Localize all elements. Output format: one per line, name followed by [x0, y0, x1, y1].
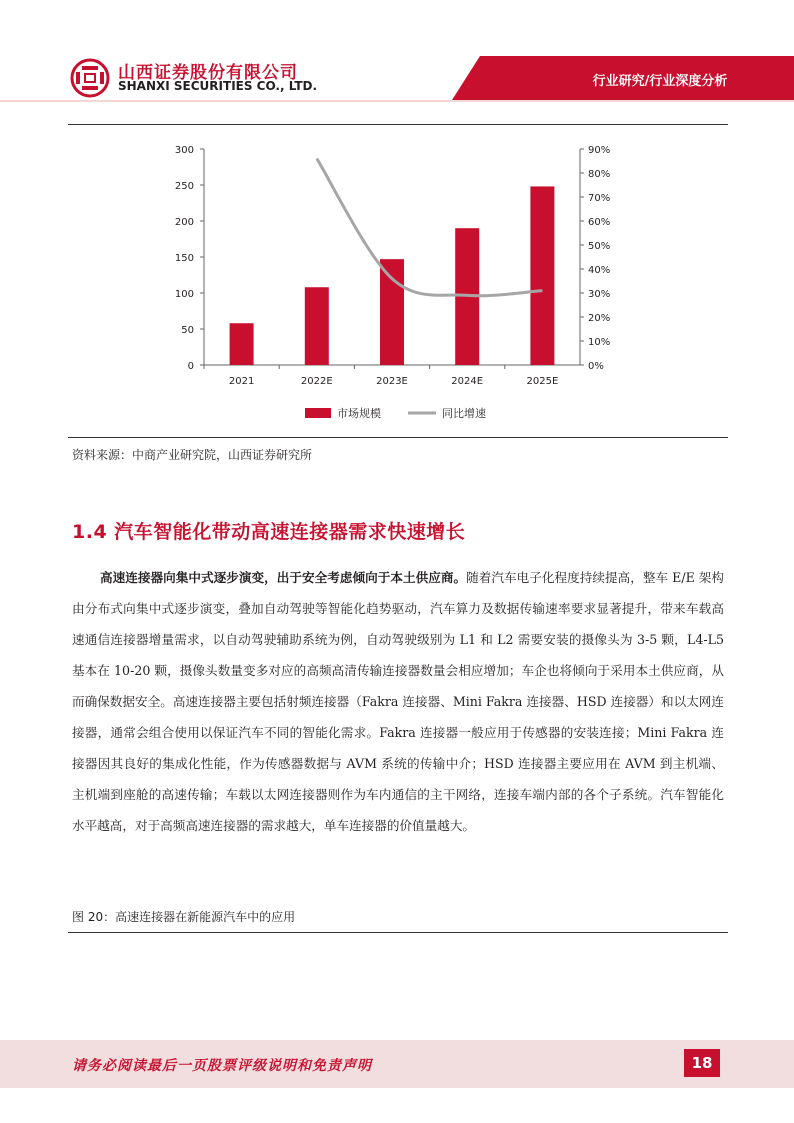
y-right-tick-label: 90%	[588, 145, 611, 156]
bar	[230, 323, 254, 365]
legend-swatch-bar	[305, 408, 331, 418]
y-right-tick-label: 70%	[588, 193, 611, 204]
y-right-tick-label: 20%	[588, 313, 611, 324]
section-heading	[72, 517, 465, 544]
chart-bottom-divider	[68, 437, 728, 438]
figure-divider	[68, 932, 728, 933]
x-tick-label: 2023E	[376, 376, 408, 387]
y-right-tick-label: 60%	[588, 217, 611, 228]
section-number: 1.4	[72, 521, 108, 543]
report-type: 行业研究/行业深度分析	[592, 74, 728, 89]
x-tick-label: 2021	[228, 376, 255, 387]
legend-label-line: 同比增速	[442, 407, 486, 420]
y-left-tick-label: 200	[174, 217, 194, 228]
y-left-tick-label: 250	[174, 181, 194, 192]
chart-source: 资料来源：中商产业研究院，山西证券研究所	[72, 448, 313, 462]
y-right-tick-label: 40%	[588, 265, 611, 276]
market-size-chart	[160, 140, 630, 430]
y-left-tick-label: 100	[174, 289, 194, 300]
y-right-tick-label: 50%	[588, 241, 611, 252]
y-left-tick-label: 0	[187, 361, 194, 372]
x-tick-label: 2022E	[300, 376, 333, 387]
footer-disclaimer: 请务必阅读最后一页股票评级说明和免责声明	[72, 1058, 372, 1074]
y-right-tick-label: 80%	[588, 169, 611, 180]
y-left-tick-label: 50	[181, 325, 194, 336]
top-divider	[68, 124, 728, 125]
company-name-en: SHANXI SECURITIES CO., LTD.	[118, 79, 318, 93]
y-right-tick-label: 10%	[588, 337, 611, 348]
section-title: 汽车智能化带动高速连接器需求快速增长	[114, 521, 466, 543]
legend-label-bar: 市场规模	[337, 407, 381, 420]
bar	[305, 287, 329, 365]
y-left-tick-label: 300	[174, 145, 194, 156]
bar	[530, 186, 554, 365]
y-right-tick-label: 0%	[588, 361, 604, 372]
x-tick-label: 2025E	[526, 376, 559, 387]
growth-line	[317, 159, 543, 296]
logo-icon	[70, 58, 110, 98]
chart-svg	[160, 140, 630, 430]
figure-caption: 图 20：高速连接器在新能源汽车中的应用	[72, 910, 296, 924]
company-name-cn: 山西证券股份有限公司	[118, 63, 298, 83]
body-lead: 高速连接器向集中式逐步演变，出于安全考虑倾向于本土供应商。	[100, 570, 467, 585]
x-tick-label: 2024E	[451, 376, 484, 387]
page-header	[0, 0, 794, 110]
body-text: 随着汽车电子化程度持续提高，整车 E/E 架构由分布式向集中式逐步演变，叠加自动驾驶等智能化趋势驱动，汽车算力及数据传输速率要求显著提升，带来车载高速通信连接器增量需求，以自动驾驶辅助系统为例，自动驾驶级别为 L1 和 L2 需要安装的摄像头为 3-5 颗，L4-L5 基本在 10-20 颗，摄像头数量变多对应的高频高清传输连接器数量会相应增加；车企也将倾向于采用本土供应商，从而确保数据安全。高速连接器主要包括射频连接器（Fakra 连接器、Mini Fakra 连接器、HSD 连接器）和以太网连接器，通常会组合使用以保证汽车不同的智能化需求。Fakra 连接器一般应用于传感器的安装连接；Mini Fakra 连接器因其良好的集成化性能，作为传感器数据与 AVM 系统的传输中介；HSD 连接器主要应用在 AVM 到主机端、主机端到座舱的高速传输；车载以太网连接器则作为车内通信的主干网络，连接车端内部的各个子系统。汽车智能化水平越高，对于高频高速连接器的需求越大，单车连接器的价值量越大。	[72, 570, 725, 833]
bar	[380, 259, 404, 365]
y-left-tick-label: 150	[174, 253, 194, 264]
y-right-tick-label: 30%	[588, 289, 611, 300]
page-number: 18	[684, 1049, 720, 1077]
company-logo	[70, 56, 318, 100]
body-paragraph	[72, 562, 724, 841]
